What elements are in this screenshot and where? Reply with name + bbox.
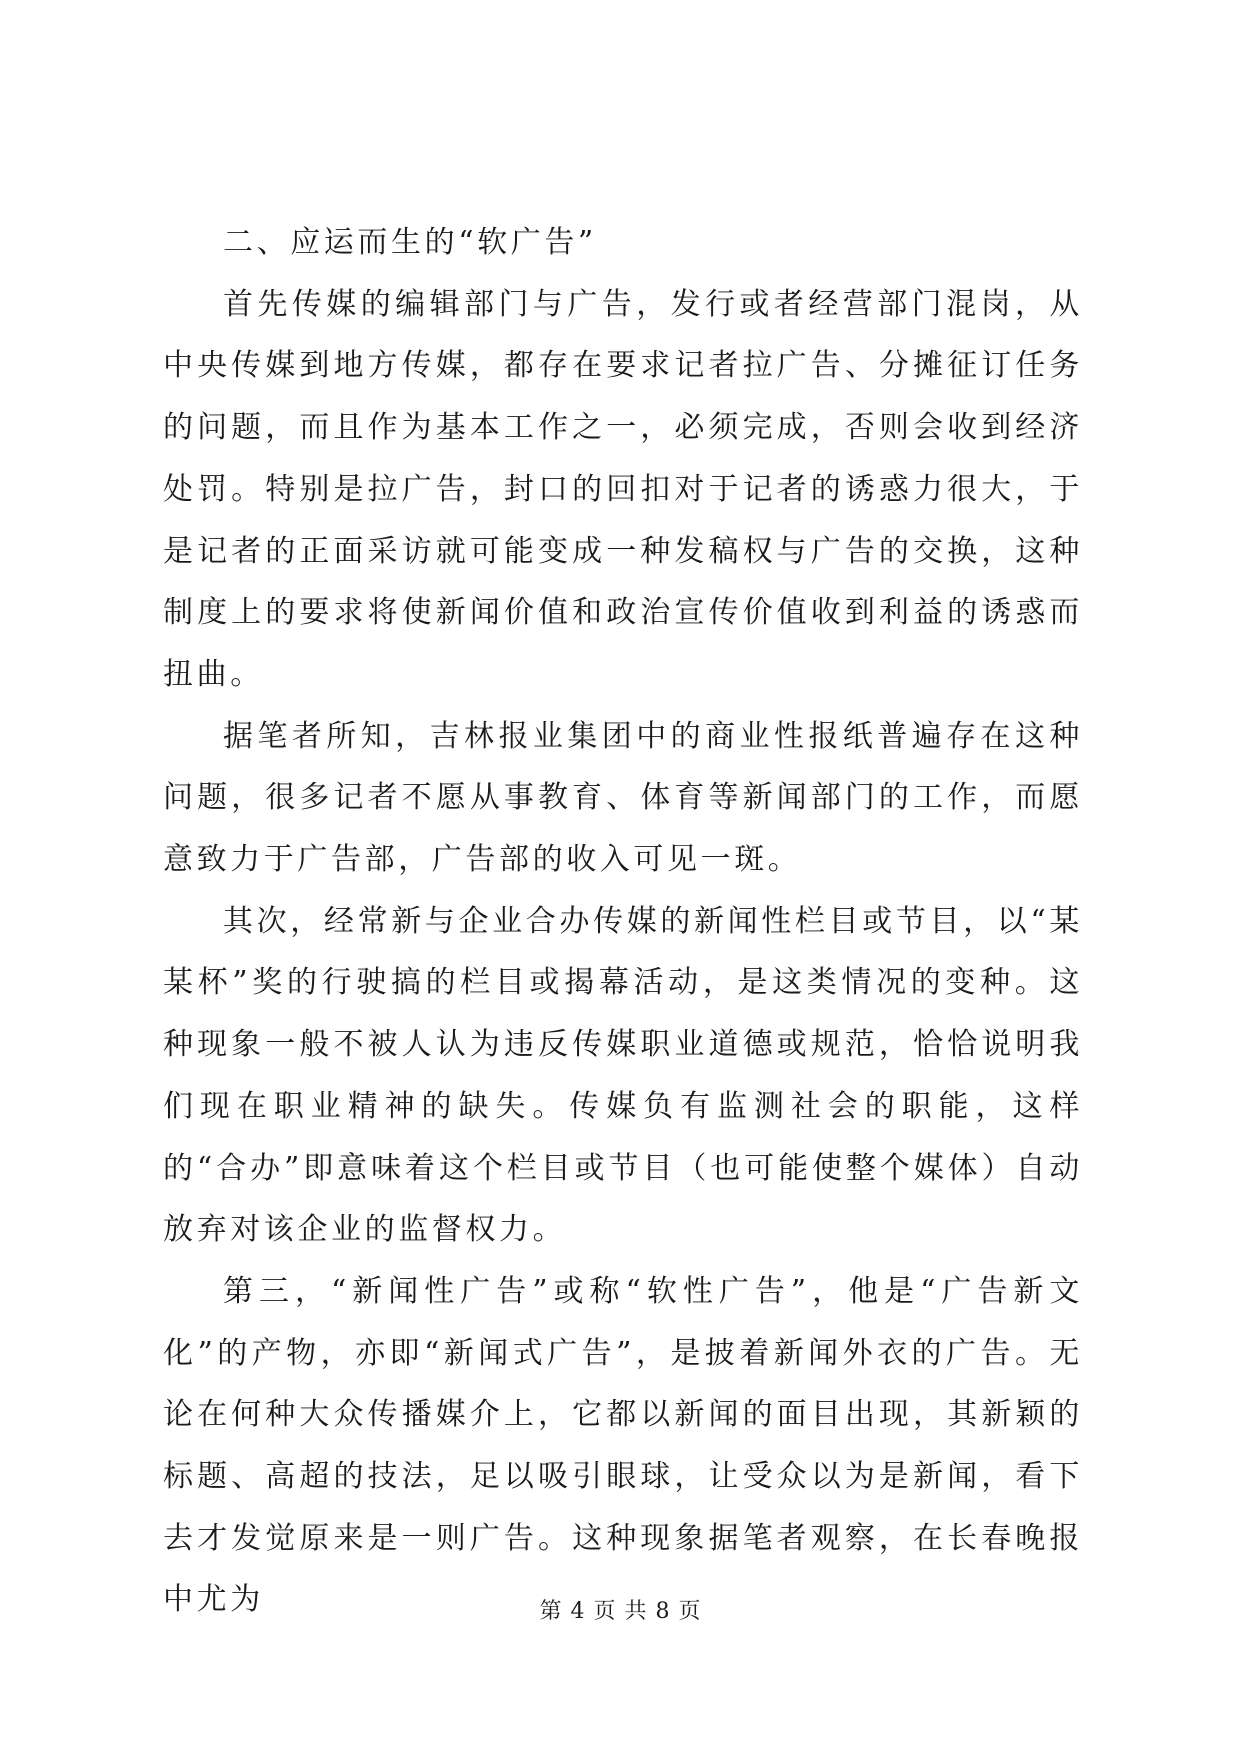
paragraph: 其次，经常新与企业合办传媒的新闻性栏目或节目，以“某某杯”奖的行驶搞的栏目或揭幕活动，是这类情况的变种。这种现象一般不被人认为违反传媒职业道德或规范，恰恰说明我们现在职业精神的缺失。传媒负有监测社会的职能，这样的“合办”即意味着这个栏目或节目（也可能使整个媒体）自动放弃对该企业的监督权力。	[163, 903, 1083, 1248]
section-heading: 二、应运而生的“软广告”	[223, 225, 597, 260]
page-number-footer: 第 4 页 共 8 页	[539, 1599, 702, 1624]
paragraph: 据笔者所知，吉林报业集团中的商业性报纸普遍存在这种问题，很多记者不愿从事教育、体育等新闻部门的工作，而愿意致力于广告部，广告部的收入可见一斑。	[163, 718, 1083, 878]
document-body	[163, 212, 1083, 1631]
paragraph: 首先传媒的编辑部门与广告，发行或者经营部门混岗，从中央传媒到地方传媒，都存在要求记者拉广告、分摊征订任务的问题，而且作为基本工作之一，必须完成，否则会收到经济处罚。特别是拉广告，封口的回扣对于记者的诱惑力很大，于是记者的正面采访就可能变成一种发稿权与广告的交换，这种制度上的要求将使新闻价值和政治宣传价值收到利益的诱惑而扭曲。	[163, 286, 1083, 692]
paragraph: 第三，“新闻性广告”或称“软性广告”，他是“广告新文化”的产物，亦即“新闻式广告”，是披着新闻外衣的广告。无论在何种大众传播媒介上，它都以新闻的面目出现，其新颖的标题、高超的技法，足以吸引眼球，让受众以为是新闻，看下去才发觉原来是一则广告。这种现象据笔者观察，在长春晚报中尤为	[163, 1273, 1083, 1618]
